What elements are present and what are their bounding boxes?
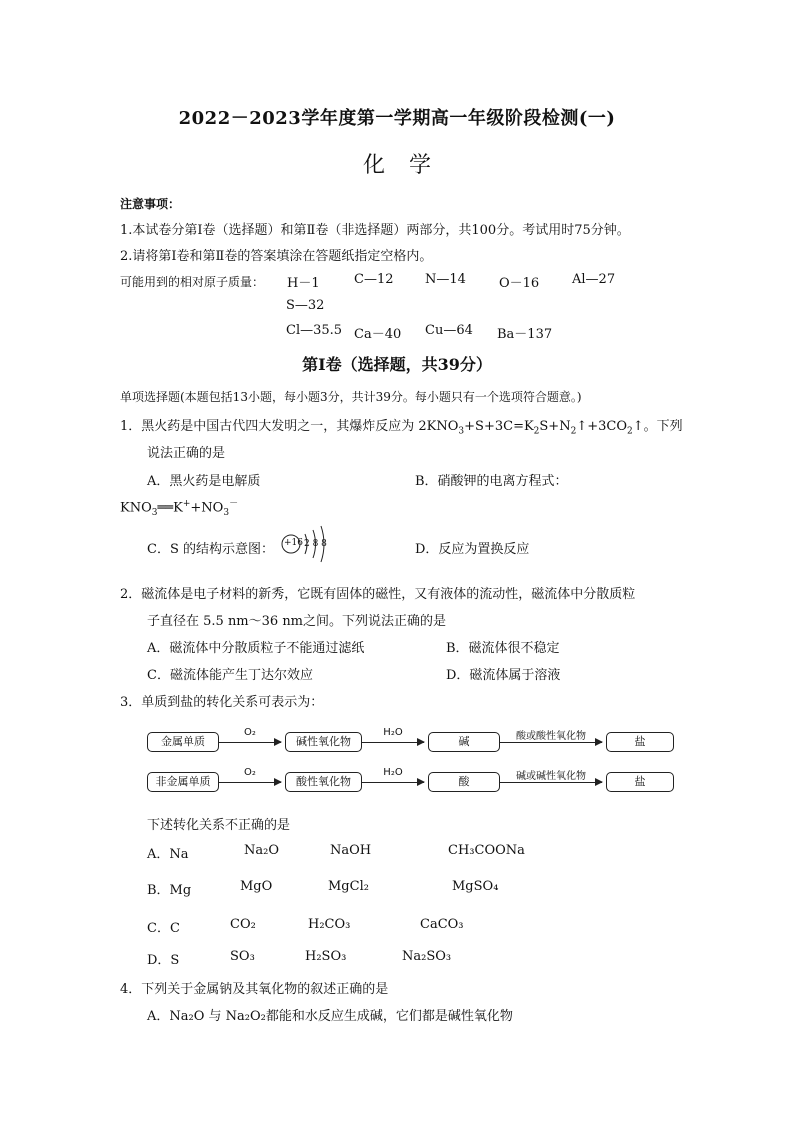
q3-option-c-2: CO₂ bbox=[230, 917, 256, 932]
q2-option-d: D．磁流体属于溶液 bbox=[446, 668, 561, 683]
q3-option-c-1: C．C bbox=[147, 921, 180, 936]
flow-salt-2: 盐 bbox=[606, 772, 674, 792]
q3-option-c-4: CaCO₃ bbox=[420, 917, 464, 932]
mass-ca: Ca－40 bbox=[354, 327, 402, 342]
q3-option-d-4: Na₂SO₃ bbox=[402, 949, 452, 964]
q4-option-a: A．Na₂O 与 Na₂O₂都能和水反应生成碱，它们都是碱性氧化物 bbox=[147, 1009, 513, 1024]
q3-option-a-1: A．Na bbox=[147, 847, 189, 862]
flow-arrow-4 bbox=[219, 782, 281, 783]
flow-basic-oxide: 碱性氧化物 bbox=[285, 732, 362, 752]
q2-option-c: C．磁流体能产生丁达尔效应 bbox=[147, 668, 313, 683]
q2-option-a: A．磁流体中分散质粒子不能通过滤纸 bbox=[147, 641, 365, 656]
q2-stem-line-2: 子直径在 5.5 nm～36 nm之间。下列说法正确的是 bbox=[147, 614, 447, 629]
q3-option-b-4: MgSO₄ bbox=[452, 879, 499, 894]
mass-s: S—32 bbox=[286, 298, 325, 313]
flow-nonmetal-element: 非金属单质 bbox=[147, 772, 219, 792]
flow-arrow-5 bbox=[362, 782, 424, 783]
q3-option-b-2: MgO bbox=[240, 879, 273, 894]
flow-label-base-or-basic-oxide: 碱或碱性氧化物 bbox=[516, 771, 586, 782]
section-1-title: 第Ⅰ卷（选择题，共39分） bbox=[302, 355, 492, 374]
q3-option-b-1: B．Mg bbox=[147, 883, 192, 898]
q1-option-c: C．S 的结构示意图： bbox=[147, 542, 274, 557]
q1-option-d: D．反应为置换反应 bbox=[415, 542, 530, 557]
flow-acid: 酸 bbox=[428, 772, 500, 792]
section-1-instruction: 单项选择题(本题包括13小题，每小题3分，共计39分。每小题只有一个选项符合题意。) bbox=[120, 390, 582, 404]
flow-arrow-6 bbox=[500, 782, 602, 783]
flow-acidic-oxide: 酸性氧化物 bbox=[285, 772, 362, 792]
q3-option-c-3: H₂CO₃ bbox=[308, 917, 351, 932]
notes-line-2: 2.请将第Ⅰ卷和第Ⅱ卷的答案填涂在答题纸指定空格内。 bbox=[120, 249, 433, 264]
q3-option-d-1: D．S bbox=[147, 953, 180, 968]
notes-heading: 注意事项： bbox=[120, 197, 181, 211]
mass-ba: Ba－137 bbox=[497, 327, 553, 342]
mass-o: O－16 bbox=[499, 276, 540, 291]
flow-label-o2-2: O₂ bbox=[244, 767, 256, 778]
q1-stem: 1．黑火药是中国古代四大发明之一，其爆炸反应为 $2KNO_3+S+3C=K_2S+N_2↑+3CO_2↑$。下列 bbox=[120, 419, 683, 437]
q3-option-a-3: NaOH bbox=[330, 843, 372, 858]
atomic-mass-label: 可能用到的相对原子质量： bbox=[120, 275, 265, 289]
q3-option-a-2: Na₂O bbox=[244, 843, 279, 858]
q3-question: 下述转化关系不正确的是 bbox=[147, 818, 291, 833]
sulfur-nucleus-label: +16 bbox=[284, 538, 303, 548]
sulfur-electron-shells: 2 8 8 bbox=[304, 539, 327, 549]
q3-stem: 3．单质到盐的转化关系可表示为： bbox=[120, 695, 324, 710]
notes-line-1: 1.本试卷分第Ⅰ卷（选择题）和第Ⅱ卷（非选择题）两部分，共100分。考试用时75分钟。 bbox=[120, 223, 630, 238]
q1-option-b-equation: $KNO_3══K^++NO_3^-$ bbox=[120, 499, 239, 518]
flow-label-o2: O₂ bbox=[244, 727, 256, 738]
flow-base: 碱 bbox=[428, 732, 500, 752]
q3-option-d-2: SO₃ bbox=[230, 949, 255, 964]
flow-label-h2o: H₂O bbox=[383, 727, 403, 738]
mass-h: H－1 bbox=[287, 276, 320, 291]
q2-stem: 2．磁流体是电子材料的新秀，它既有固体的磁性，又有液体的流动性，磁流体中分散质粒 bbox=[120, 587, 636, 602]
q2-option-b: B．磁流体很不稳定 bbox=[446, 641, 560, 656]
q1-stem-line-2: 说法正确的是 bbox=[147, 446, 226, 461]
flow-label-acid-or-acidic-oxide: 酸或酸性氧化物 bbox=[516, 731, 586, 742]
exam-title: 2022－2023学年度第一学期高一年级阶段检测(一) bbox=[178, 108, 616, 129]
flow-label-h2o-2: H₂O bbox=[383, 767, 403, 778]
flow-arrow-1 bbox=[219, 742, 281, 743]
q3-option-b-3: MgCl₂ bbox=[328, 879, 369, 894]
flow-arrow-3 bbox=[500, 742, 602, 743]
mass-cl: Cl—35.5 bbox=[286, 323, 343, 338]
mass-al: Al—27 bbox=[572, 272, 616, 287]
mass-c: C—12 bbox=[354, 272, 394, 287]
flow-arrow-2 bbox=[362, 742, 424, 743]
subject-title: 化学 bbox=[362, 153, 455, 178]
q3-option-d-3: H₂SO₃ bbox=[305, 949, 347, 964]
q4-stem: 4．下列关于金属钠及其氧化物的叙述正确的是 bbox=[120, 982, 389, 997]
flow-metal-element: 金属单质 bbox=[147, 732, 219, 752]
q1-option-b: B．硝酸钾的电离方程式： bbox=[415, 474, 568, 489]
mass-cu: Cu—64 bbox=[425, 323, 473, 338]
q1-option-a: A．黑火药是电解质 bbox=[147, 474, 261, 489]
q3-option-a-4: CH₃COONa bbox=[448, 843, 525, 858]
flow-salt: 盐 bbox=[606, 732, 674, 752]
mass-n: N—14 bbox=[425, 272, 466, 287]
